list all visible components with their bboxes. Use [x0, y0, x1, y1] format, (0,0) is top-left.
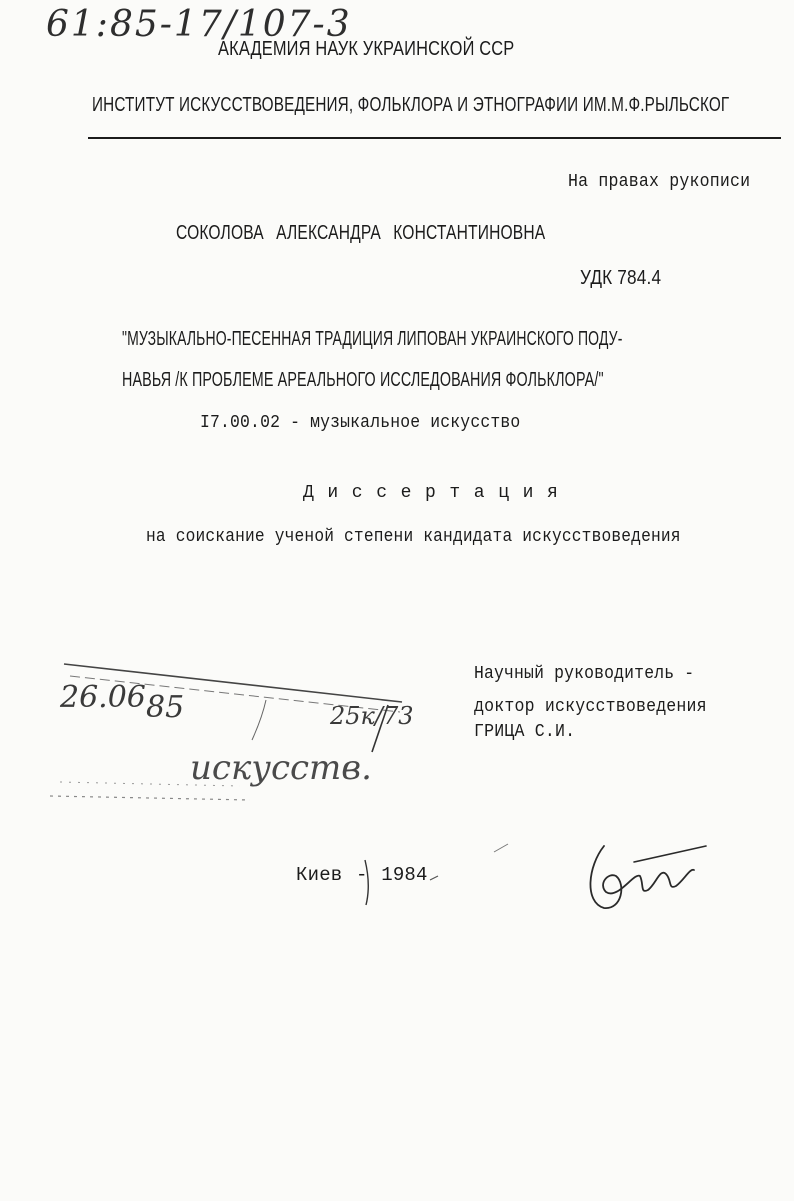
supervisor-title: доктор искусствоведения — [474, 697, 707, 717]
academy-heading: АКАДЕМИЯ НАУК УКРАИНСКОЙ ССР — [218, 38, 515, 60]
dissertation-title-line-2: НАВЬЯ /К ПРОБЛЕМЕ АРЕАЛЬНОГО ИССЛЕДОВАНИЯ ФОЛЬКЛОРА/" — [122, 369, 604, 391]
stamp-signature: искусств. — [190, 748, 372, 788]
udc-code: УДК 784.4 — [580, 267, 662, 289]
dissertation-title-line-1: "МУЗЫКАЛЬНО-ПЕСЕННАЯ ТРАДИЦИЯ ЛИПОВАН УКРАИНСКОГО ПОДУ- — [122, 328, 623, 350]
stamp-date: 26.06 — [60, 680, 146, 715]
stamp-year: 85 — [146, 690, 185, 725]
stamp-code: 25к/73 — [330, 702, 414, 730]
degree-purpose: на соискание ученой степени кандидата искусствоведения — [146, 527, 681, 547]
place-and-year: Киев - 1984 — [296, 864, 428, 886]
signature-underline — [634, 846, 706, 862]
supervisor-name: ГРИЦА С.И. — [474, 722, 576, 742]
supervisor-label: Научный руководитель - — [474, 664, 695, 684]
document-type: Диссертация — [303, 483, 572, 503]
specialty-code: I7.00.02 - музыкальное искусство — [200, 413, 521, 433]
manuscript-rights: На правах рукописи — [568, 172, 751, 192]
institute-heading: ИНСТИТУТ ИСКУССТВОВЕДЕНИЯ, ФОЛЬКЛОРА И ЭТНОГРАФИИ ИМ.М.Ф.РЫЛЬСКОГ — [92, 94, 730, 116]
author-name: СОКОЛОВА АЛЕКСАНДРА КОНСТАНТИНОВНА — [176, 222, 546, 244]
signature-stroke — [590, 846, 694, 908]
archive-number: 61:85-17/107-3 — [46, 4, 352, 45]
